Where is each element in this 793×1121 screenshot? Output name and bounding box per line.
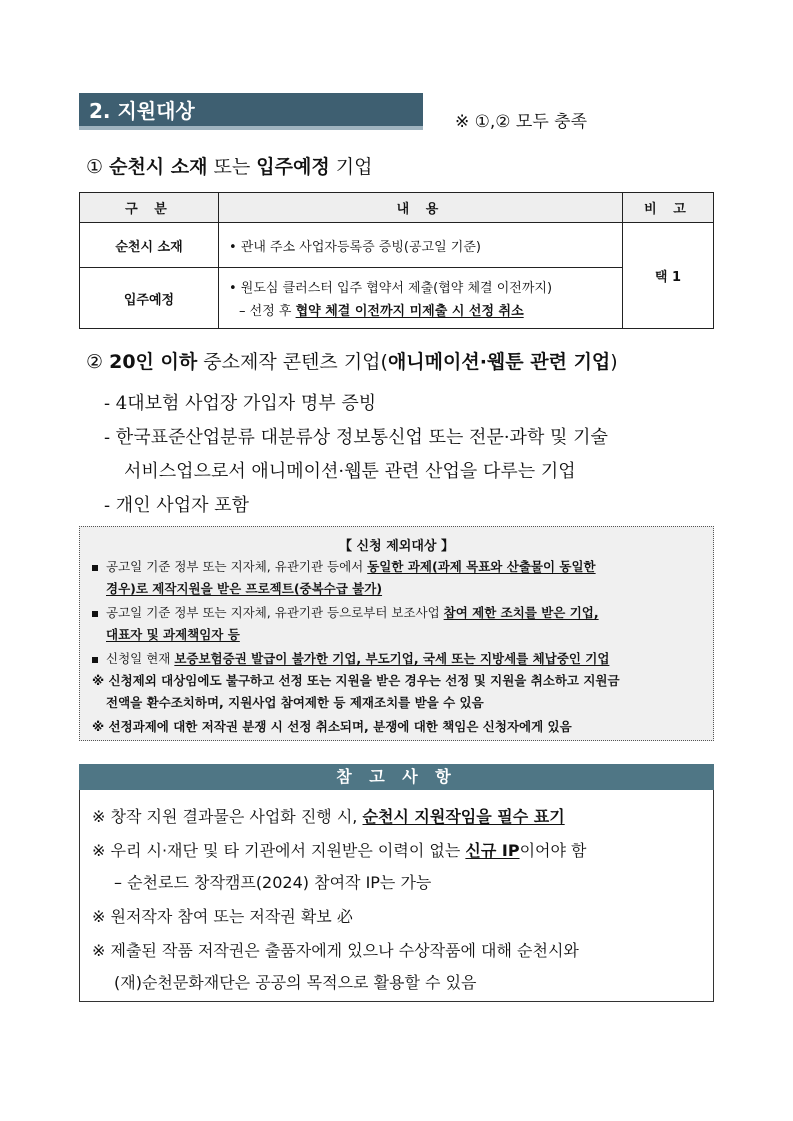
exclusion-item bbox=[92, 557, 703, 577]
exclusion-item-emphasis: 동일한 과제(과제 목표와 산출물이 동일한 bbox=[367, 559, 596, 574]
reference-title: 참 고 사 항 bbox=[79, 764, 714, 790]
part1-heading bbox=[86, 152, 372, 179]
exclusion-item-emphasis: 참여 제한 조치를 받은 기업, bbox=[443, 605, 599, 620]
part2-marker: ② bbox=[86, 351, 104, 373]
exclusion-item bbox=[92, 603, 703, 623]
square-bullet-icon bbox=[92, 611, 98, 617]
reference-item-text: ※ 창작 지원 결과물은 사업화 진행 시, bbox=[92, 807, 363, 826]
part2-item: - 개인 사업자 포함 bbox=[104, 495, 249, 516]
part2-item: 서비스업으로서 애니메이션·웹툰 관련 산업을 다루는 기업 bbox=[124, 461, 576, 482]
table-row bbox=[80, 268, 714, 329]
table-header: 비 고 bbox=[623, 193, 714, 223]
reference-item-emphasis: 순천시 지원작임을 필수 표기 bbox=[362, 807, 565, 826]
exclusion-item-continued: 대표자 및 과제책임자 등 bbox=[106, 627, 240, 642]
part2-heading bbox=[86, 347, 618, 374]
table-header: 내 용 bbox=[219, 193, 623, 223]
sub-plain: – 선정 후 bbox=[239, 304, 296, 319]
part1-bold-resident: 입주예정 bbox=[256, 156, 330, 178]
condition-note: ※ ①,② 모두 충족 bbox=[455, 112, 588, 132]
table-row bbox=[80, 223, 714, 268]
part2-item: - 한국표준산업분류 대분류상 정보통신업 또는 전문·과학 및 기술 bbox=[104, 427, 608, 448]
exclusion-note-continued: 전액을 환수조치하며, 지원사업 참여제한 등 제재조치를 받을 수 있음 bbox=[106, 695, 484, 710]
reference-subitem: – 순천로드 창작캠프(2024) 참여작 IP는 가능 bbox=[114, 873, 432, 892]
row-content: • 관내 주소 사업자등록증 증빙(공고일 기준) bbox=[219, 223, 623, 268]
exclusion-item-text: 공고일 기준 정부 또는 지자체, 유관기관 등에서 bbox=[106, 559, 368, 574]
row-label: 입주예정 bbox=[80, 268, 219, 329]
reference-item: ※ 제출된 작품 저작권은 출품자에게 있으나 수상작품에 대해 순천시와 bbox=[92, 941, 579, 960]
exclusion-note: ※ 선정과제에 대한 저작권 분쟁 시 선정 취소되며, 분쟁에 대한 책임은 신청자에게 있음 bbox=[92, 719, 572, 734]
part1-text-or: 또는 bbox=[207, 156, 257, 178]
section-title: 2. 지원대상 bbox=[79, 93, 423, 130]
exclusion-item bbox=[92, 649, 703, 669]
reference-item-emphasis: 신규 IP bbox=[465, 841, 520, 860]
reference-item bbox=[92, 804, 701, 827]
eligibility-table bbox=[79, 192, 714, 329]
reference-box bbox=[79, 790, 714, 1002]
part2-bold-size: 20인 이하 bbox=[109, 351, 198, 373]
exclusion-item-text: 공고일 기준 정부 또는 지자체, 유관기관 등으로부터 보조사업 bbox=[106, 605, 444, 620]
row-content-main: • 원도심 클러스터 입주 협약서 제출(협약 체결 이전까지) bbox=[229, 281, 553, 296]
table-header: 구 분 bbox=[80, 193, 219, 223]
reference-item-text: ※ 우리 시·재단 및 타 기관에서 지원받은 이력이 없는 bbox=[92, 841, 466, 860]
table-note: 택 1 bbox=[623, 223, 714, 329]
part1-text-company: 기업 bbox=[329, 156, 373, 178]
exclusion-title: 【 신청 제외대상 】 bbox=[339, 539, 454, 554]
reference-item-tail: 이어야 함 bbox=[519, 841, 587, 860]
exclusion-box bbox=[79, 526, 714, 741]
part2-bold-type: 애니메이션·웹툰 관련 기업 bbox=[387, 351, 611, 373]
table-header-row bbox=[80, 193, 714, 223]
row-content bbox=[219, 268, 623, 329]
part2-text-close: ) bbox=[610, 351, 618, 373]
square-bullet-icon bbox=[92, 565, 98, 571]
sub-emphasis: 협약 체결 이전까지 미제출 시 선정 취소 bbox=[295, 304, 524, 319]
exclusion-item-text: 신청일 현재 bbox=[106, 651, 175, 666]
part1-bold-location: 순천시 소재 bbox=[109, 156, 208, 178]
square-bullet-icon bbox=[92, 657, 98, 663]
part1-marker: ① bbox=[86, 156, 104, 178]
exclusion-item-continued: 경우)로 제작지원을 받은 프로젝트(중복수급 불가) bbox=[106, 581, 383, 596]
reference-item bbox=[92, 838, 701, 861]
row-content-sub bbox=[229, 300, 612, 319]
exclusion-item-emphasis: 보증보험증권 발급이 불가한 기업, 부도기업, 국세 또는 지방세를 체납중인 기업 bbox=[174, 651, 610, 666]
part2-item: - 4대보험 사업장 가입자 명부 증빙 bbox=[104, 393, 377, 414]
reference-item-continued: (재)순천문화재단은 공공의 목적으로 활용할 수 있음 bbox=[114, 973, 477, 992]
part2-text: 중소제작 콘텐츠 기업( bbox=[197, 351, 388, 373]
row-label: 순천시 소재 bbox=[80, 223, 219, 268]
exclusion-note: ※ 신청제외 대상임에도 불구하고 선정 또는 지원을 받은 경우는 선정 및 지원을 취소하고 지원금 bbox=[92, 673, 620, 688]
reference-item: ※ 원저작자 참여 또는 저작권 확보 必 bbox=[92, 907, 353, 926]
